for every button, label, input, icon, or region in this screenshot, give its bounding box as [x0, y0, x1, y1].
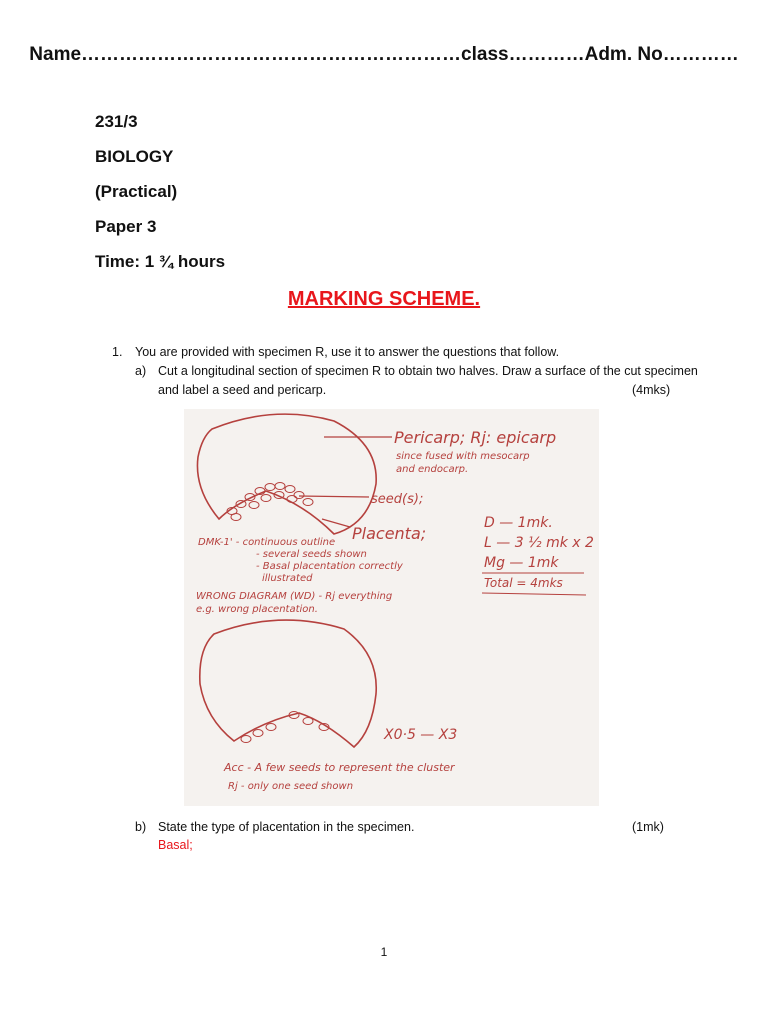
subquestion-a-text-line1: Cut a longitudinal section of specimen R to obtain two halves. Draw a surface of the cut specimen — [158, 364, 698, 378]
subquestion-a-text-line2: and label a seed and pericarp. — [158, 383, 327, 397]
label-pericarp: Pericarp; Rj: epicarp — [394, 428, 557, 447]
label-pericarp-note-1: since fused with mesocarp — [396, 451, 530, 462]
paper-number: Paper 3 — [95, 217, 157, 236]
subquestion-b-answer: Basal; — [158, 838, 193, 852]
marks-labels: L — 3 ½ mk x 2 — [484, 535, 594, 551]
subquestion-b-marks: (1mk) — [632, 820, 664, 834]
paper-code: 231/3 — [95, 112, 138, 131]
magnification-estimate: X0·5 — X3 — [384, 727, 458, 743]
time-allowed: Time: 1 ¾ hours — [95, 252, 226, 271]
acceptance-note: Acc - A few seeds to represent the cluster — [224, 761, 455, 774]
label-placenta: Placenta; — [352, 524, 427, 543]
page-title: MARKING SCHEME. — [287, 288, 481, 310]
label-seeds: seed(s); — [371, 492, 424, 507]
dmk-note-3: - Basal placentation correctly — [256, 561, 403, 572]
marking-diagram-photo — [184, 409, 599, 806]
rejection-note: Rj - only one seed shown — [228, 781, 354, 792]
label-pericarp-note-2: and endocarp. — [396, 464, 469, 475]
paper-type: (Practical) — [95, 182, 178, 201]
wrong-diagram-note-2: e.g. wrong placentation. — [196, 604, 318, 615]
marks-drawing: D — 1mk. — [484, 515, 553, 531]
subject: BIOLOGY — [95, 147, 174, 166]
subquestion-a-label: a) — [135, 364, 147, 378]
dmk-note-1: DMK-1' - continuous outline — [198, 537, 336, 548]
question-text: You are provided with specimen R, use it to answer the questions that follow. — [135, 345, 560, 359]
page-number: 1 — [380, 945, 388, 959]
question-number: 1. — [112, 345, 123, 359]
student-details-line: Name……………………………………………………class…………Adm. No………… — [29, 44, 739, 65]
subquestion-b-text: State the type of placentation in the specimen. — [158, 820, 415, 834]
subquestion-a-marks: (4mks) — [632, 383, 671, 397]
marks-total: Total = 4mks — [484, 576, 563, 590]
wrong-diagram-note-1: WRONG DIAGRAM (WD) - Rj everything — [196, 591, 393, 602]
marks-magnification: Mg — 1mk — [484, 555, 559, 571]
dmk-note-2: - several seeds shown — [256, 549, 367, 560]
subquestion-b-label: b) — [135, 820, 147, 834]
dmk-note-4: illustrated — [262, 573, 313, 584]
